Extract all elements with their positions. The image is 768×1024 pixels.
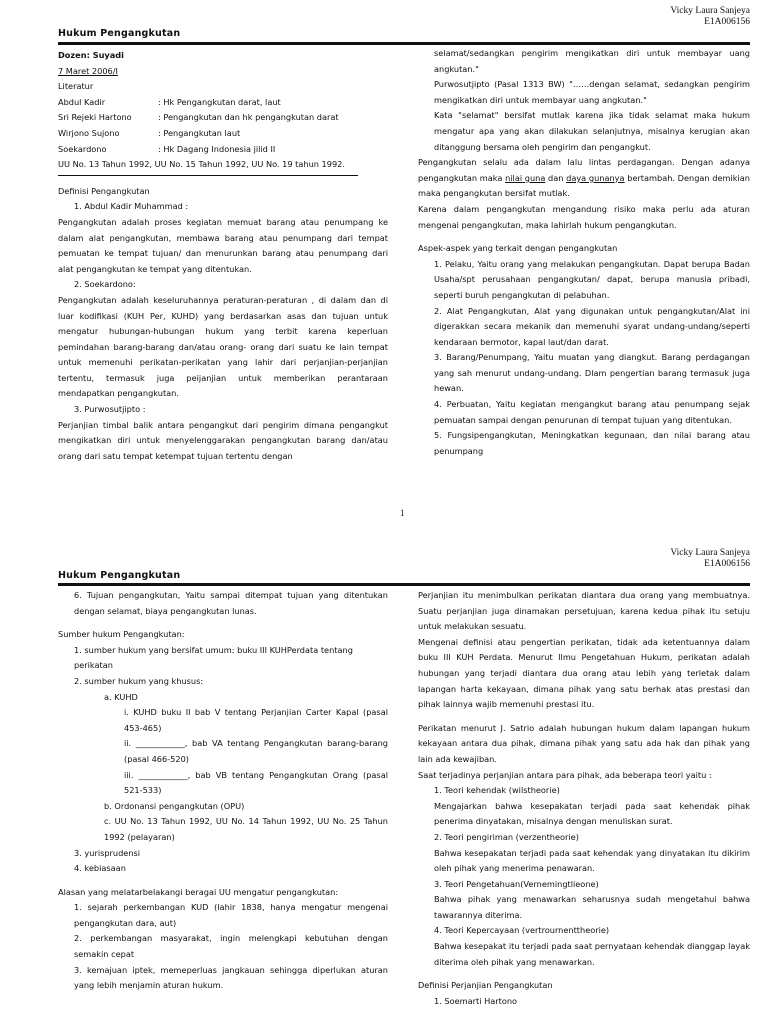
list-item-text: Bahwa kesepakatan terjadi pada saat kehendak yang dinyatakan itu dikirim oleh pihak yang menerima penawaran.	[434, 847, 750, 874]
literature-heading: Literatur	[58, 81, 94, 92]
note-text: Kata "selamat" bersifat mutlak karena jika tidak selamat maka hukum mengatur apa yang akan dilakukan selanjutnya, misalnya kerugian akan ditanggung bersama oleh pengirim dan pengangkut.	[434, 110, 750, 152]
list-item: 2. Teori pengiriman (verzentheorie)	[434, 831, 579, 842]
literature-item: Wirjono Sujono : Pengangkutan laut	[58, 127, 241, 138]
right-column	[418, 46, 750, 459]
paragraph: Pengangkutan selalu ada dalam lalu lintas perdagangan. Dengan adanya pengangkutan maka nilai guna dan daya gunanya bertambah. Dengan demikian maka pengangkutan bersifat mutlak.	[418, 157, 750, 199]
author-name: Vicky Laura Sanjeya	[670, 6, 750, 16]
paragraph: Mengenai definisi atau pengertian perikatan, tidak ada ketentuannya dalam buku III KUH Perdata. Menurut Ilmu Pengetahuan Hukum, perikatan adalah hubungan yang terjadi diantara dua orang atau lebih yang terletak dalam lapangan harta kekayaan, dimana pihak yang satu berhak atas prestasi dan pihak lainnya wajib memenuhi prestasi itu.	[418, 636, 750, 710]
list-item: 1. Soemarti Hartono	[434, 995, 518, 1006]
definition-title: 2. Soekardono:	[74, 279, 136, 290]
section-heading: Alasan yang melatarbelakangi beragai UU mengatur pengangkutan:	[58, 886, 339, 897]
list-item-text: Mengajarkan bahwa kesepakatan terjadi pada saat kehendak pihak penerima dinyatakan, misalnya dengan menuliskan surat.	[434, 800, 750, 827]
page-number: 1	[400, 508, 405, 518]
literature-item: Sri Rejeki Hartono : Pengangkutan dan hk pengangkutan darat	[58, 112, 339, 123]
sub-sub-item: ii. ____________, bab VA tentang Pengangkutan barang-barang (pasal 466-520)	[124, 738, 388, 764]
literature-item: Abdul Kadir : Hk Pengangkutan darat, laut	[58, 96, 281, 107]
author-block	[670, 6, 750, 28]
list-item: 5. Fungsipengangkutan, Meningkatkan kegunaan, dan nilai barang atau penumpang	[434, 430, 750, 456]
definition-text: Pengangkutan adalah proses kegiatan memuat barang atau penumpang ke dalam alat pengangkutan, membawa barang atau penumpang dari tempat pemuatan ke tempat tujuan/ dan menurunkan barang atau penumpang dari alat pengangkutan ke tempat yang ditentukan.	[58, 216, 388, 274]
list-item: 1. Teori kehendak (wilstheorie)	[434, 785, 560, 796]
author-id: E1A006156	[704, 17, 750, 27]
left-column	[58, 48, 388, 464]
list-item: 4. Teori Kepercayaan (vertrournenttheorie)	[434, 925, 610, 936]
paragraph: Karena dalam pengangkutan mengandung risiko maka perlu ada aturan mengenai pengangkutan, maka lahirlah hukum pengangkutan.	[418, 203, 750, 230]
list-item: 3. yurisprudensi	[74, 847, 141, 858]
section-heading: Aspek-aspek yang terkait dengan pengangkutan	[418, 243, 618, 254]
paragraph: Perikatan menurut J. Satrio adalah hubungan hukum dalam lapangan hukum kekayaan antara dua pihak, dimana pihak yang satu ada hak dan pihak yang lain ada kewajiban.	[418, 722, 750, 764]
definition-title: 1. Abdul Kadir Muhammad :	[74, 201, 189, 212]
section-heading: Sumber hukum Pengangkutan:	[58, 629, 185, 640]
list-item-text: Bahwa pihak yang menawarkan seharusnya sudah mengetahui bahwa tawarannya diterima.	[434, 894, 750, 920]
list-item: 2. sumber hukum yang khusus:	[74, 675, 204, 686]
list-item: 2. Alat Pengangkutan, Alat yang digunakan untuk pengangkutan/Alat ini digerakkan secara mekanik dan memenuhi syarat undang-undang/seperti kendaraan bermotor, kapal laut/dan darat.	[434, 305, 750, 347]
doc-title: Hukum Pengangkutan	[58, 28, 181, 39]
list-item: 1. sumber hukum yang bersifat umum: buku III KUHPerdata tentang perikatan	[74, 644, 353, 671]
definition-title: 3. Purwosutjipto :	[74, 404, 146, 415]
page-2	[0, 536, 768, 1024]
list-item: 6. Tujuan pengangkutan, Yaitu sampai ditempat tujuan yang ditentukan dengan selamat, biaya pengangkutan lunas.	[74, 590, 388, 616]
section-heading: Definisi Pengangkutan	[58, 185, 150, 196]
right-column	[418, 588, 750, 1009]
sub-sub-item: iii. ____________, bab VB tentang Pengangkutan Orang (pasal 521-533)	[124, 769, 388, 796]
list-item: 3. Barang/Penumpang, Yaitu muatan yang diangkut. Barang perdagangan yang sah menurut undang-undang. Dlam pengertian barang termasuk juga hewan.	[434, 352, 750, 394]
sub-list-item: c. UU No. 13 Tahun 1992, UU No. 14 Tahun 1992, UU No. 25 Tahun 1992 (pelayaran)	[104, 816, 388, 842]
uu-line: UU No. 13 Tahun 1992, UU No. 15 Tahun 1992, UU No. 19 tahun 1992.	[58, 159, 345, 170]
continued-text: selamat/sedangkan pengirim mengikatkan diri untuk membayar uang angkutan."	[434, 48, 750, 74]
doc-title: Hukum Pengangkutan	[58, 570, 181, 581]
lecturer: Dozen: Suyadi	[58, 50, 124, 60]
lecture-date: 7 Maret 2006/I	[58, 65, 118, 76]
quote-text: Purwosutjipto (Pasal 1313 BW) "……dengan selamat, sedangkan pengirim mengikatkan diri untuk membayar uang angkutan."	[434, 79, 750, 105]
definition-text: Perjanjian timbal balik antara pengangkut dari pengirim dimana pengangkut mengikatkan diri untuk menyelenggarakan pengangkutan barang dan/atau orang dari satu tempat ketempat tujuan tertentu dengan	[58, 419, 388, 461]
list-item: 3. Teori Pengetahuan(Vernemingtlieone)	[434, 878, 599, 889]
author-block	[670, 548, 750, 570]
list-item: 2. perkembangan masyarakat, ingin melengkapi kebutuhan dengan semakin cepat	[74, 933, 388, 960]
sub-list-item: b. Ordonansi pengangkutan (OPU)	[104, 800, 245, 811]
header-rule	[58, 583, 750, 586]
left-column	[58, 588, 388, 994]
paragraph: Perjanjian itu menimbulkan perikatan diantara dua orang yang membuatnya. Suatu perjanjian juga dinamakan persetujuan, karena kedua pihak itu setuju untuk melakukan sesuatu.	[418, 590, 750, 632]
list-item-text: Bahwa kesepakat itu terjadi pada saat pernyataan kehendak dianggap layak diterima oleh pihak yang menawarkan.	[434, 941, 750, 967]
list-item: 1. sejarah perkembangan KUD (lahir 1838, hanya mengatur mengenai pengangkutan dara, aut)	[74, 902, 388, 928]
section-heading: Saat terjadinya perjanjian antara para pihak, ada beberapa teori yaitu :	[418, 769, 712, 780]
sub-sub-item: i. KUHD buku II bab V tentang Perjanjian Carter Kapal (pasal 453-465)	[124, 707, 388, 733]
section-heading: Definisi Perjanjian Pengangkutan	[418, 980, 553, 991]
literature-item: Soekardono : Hk Dagang Indonesia jilid II	[58, 143, 276, 154]
sub-list-item: a. KUHD	[104, 691, 138, 702]
author-name: Vicky Laura Sanjeya	[670, 548, 750, 558]
header-rule	[58, 42, 750, 45]
definition-text: Pengangkutan adalah keseluruhannya peraturan-peraturan , di dalam dan di luar kodifikasi (KUH Per, KUHD) yang berdasarkan asas dan tujuan untuk mengatur hubungan-hubungan hukum yang terbit karena keperluan pemindahan barang-barang dan/atau orang- orang dari suatu ke lain tempat untuk memenuhi perikatan-perikatan yang lahir dari perjanjian-perjanjian tertentu, termasuk juga peijanjian untuk memberikan perantaraan mendapatkan pengangkutan.	[58, 294, 388, 399]
author-id: E1A006156	[704, 559, 750, 569]
list-item: 3. kemajuan iptek, memeperluas jangkauan sehingga diperlukan aturan yang lebih menjamin aturan hukum.	[74, 964, 388, 991]
list-item: 1. Pelaku, Yaitu orang yang melakukan pengangkutan. Dapat berupa Badan Usaha/spt perusahaan pengangkutan/ dapat, berupa manusia pribadi, seperti buruh pengangkutan di pelabuhan.	[434, 258, 750, 300]
list-item: 4. Perbuatan, Yaitu kegiatan mengangkut barang atau penumpang sejak pemuatan sampai dengan penurunan di tempat tujuan yang ditentukan.	[434, 399, 750, 425]
list-item: 4. kebiasaan	[74, 863, 126, 874]
